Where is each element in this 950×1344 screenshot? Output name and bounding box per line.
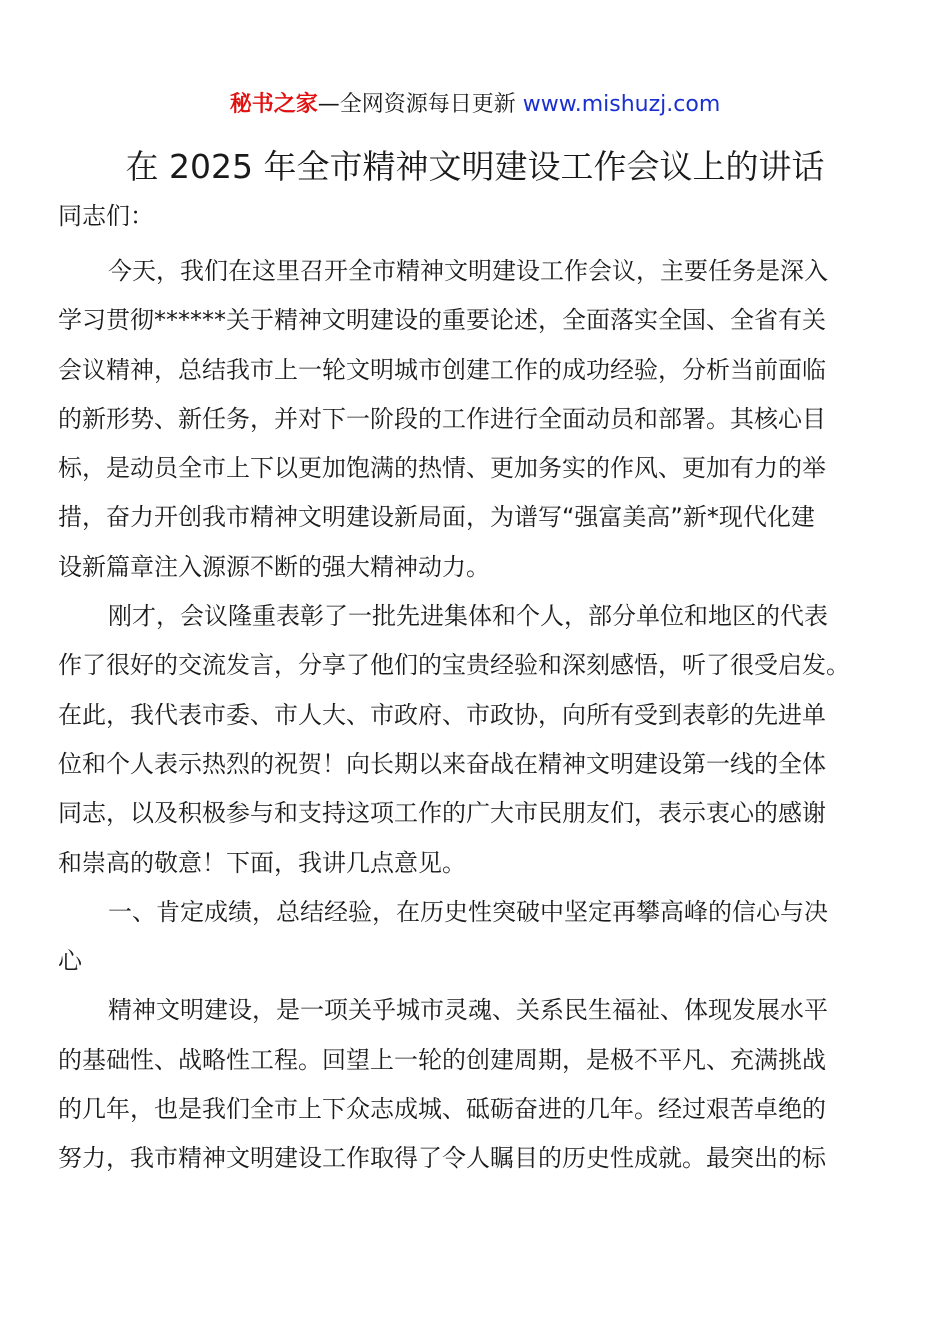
speech-title: 在 2025 年全市精神文明建设工作会议上的讲话 [125,147,825,186]
paragraph-line: 今天，我们在这里召开全市精神文明建设工作会议，主要任务是深入 [108,257,828,285]
paragraph-line: 同志，以及积极参与和支持这项工作的广大市民朋友们，表示衷心的感谢 [58,799,826,828]
paragraph-line: 刚才，会议隆重表彰了一批先进集体和个人，部分单位和地区的代表 [108,602,828,631]
paragraph-line: 学习贯彻******关于精神文明建设的重要论述，全面落实全国、全省有关 [58,306,826,335]
paragraph-line: 的基础性、战略性工程。回望上一轮的创建周期，是极不平凡、充满挑战 [58,1045,826,1074]
paragraph-line: 标，是动员全市上下以更加饱满的热情、更加务实的作风、更加有力的举 [58,454,826,483]
speech-body [58,247,894,1184]
site-url-link[interactable]: www.mishuzj.com [522,92,721,117]
paragraph-line: 措，奋力开创我市精神文明建设新局面，为谱写“强富美高”新*现代化建 [58,503,815,532]
site-brand: 秘书之家 [229,92,318,117]
paragraph-line: 努力，我市精神文明建设工作取得了令人瞩目的历史性成就。最突出的标 [58,1144,826,1173]
site-header [0,88,950,122]
paragraph-line: 精神文明建设，是一项关乎城市灵魂、关系民生福祉、体现发展水平 [108,996,828,1025]
site-tagline: —全网资源每日更新 [317,92,523,117]
paragraph-line: 的新形势、新任务，并对下一阶段的工作进行全面动员和部署。其核心目 [58,404,826,433]
paragraph-line: 作了很好的交流发言，分享了他们的宝贵经验和深刻感悟，听了很受启发。 [58,651,850,680]
paragraph-line: 和崇高的敬意！下面，我讲几点意见。 [58,848,466,877]
paragraph-line: 的几年，也是我们全市上下众志成城、砥砺奋进的几年。经过艰苦卓绝的 [58,1095,826,1124]
paragraph-line: 在此，我代表市委、市人大、市政府、市政协，向所有受到表彰的先进单 [58,700,826,729]
paragraph-line: 设新篇章注入源源不断的强大精神动力。 [58,552,490,581]
section-heading-line: 心 [58,947,82,976]
paragraph-line: 位和个人表示热烈的祝贺！向长期以来奋战在精神文明建设第一线的全体 [58,749,826,778]
section-heading-line: 一、肯定成绩，总结经验，在历史性突破中坚定再攀高峰的信心与决 [108,897,828,926]
paragraph-line: 会议精神，总结我市上一轮文明城市创建工作的成功经验，分析当前面临 [58,355,826,384]
salutation: 同志们： [58,202,154,230]
